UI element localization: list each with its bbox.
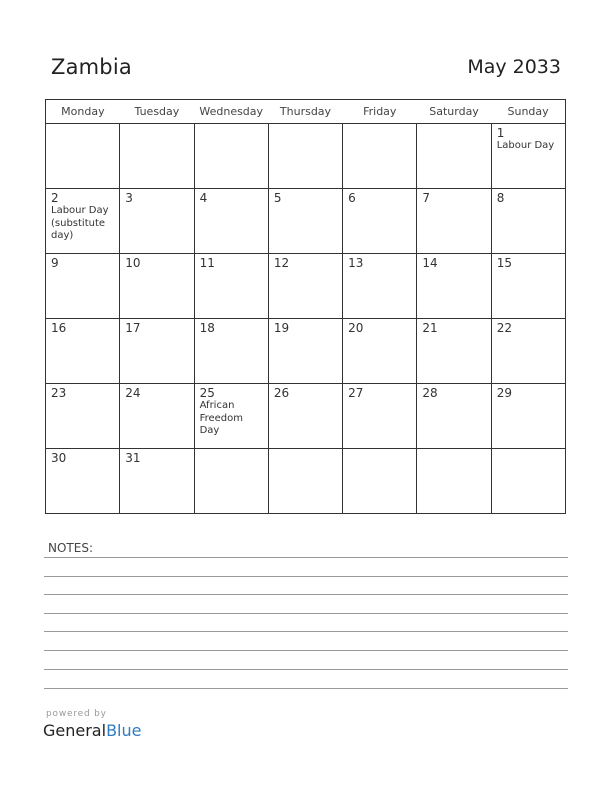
- day-cell: [268, 319, 342, 384]
- day-number: [343, 449, 416, 452]
- brand-blue: Blue: [106, 721, 142, 740]
- week-row: [46, 319, 566, 384]
- day-number: [492, 449, 565, 452]
- day-cell: [343, 124, 417, 189]
- day-number: 4: [199, 191, 208, 205]
- day-number: 11: [199, 256, 215, 270]
- day-cell: [417, 124, 491, 189]
- day-cell: [491, 189, 565, 254]
- day-number: 30: [51, 451, 67, 465]
- day-number: 23: [51, 386, 67, 400]
- day-number: [417, 124, 490, 127]
- weekday-thursday: Thursday: [268, 100, 342, 124]
- note-line: [44, 576, 568, 577]
- day-number: 2: [51, 191, 59, 205]
- day-cell: [491, 449, 565, 514]
- holiday-label: Labour Day: [496, 140, 555, 151]
- day-number: 28: [422, 386, 438, 400]
- day-cell: [194, 254, 268, 319]
- day-number: 16: [51, 321, 67, 335]
- day-number: [195, 124, 268, 127]
- day-number: 20: [348, 321, 364, 335]
- week-row: [46, 449, 566, 514]
- day-cell: [491, 319, 565, 384]
- day-number: [269, 124, 342, 127]
- day-cell: [194, 384, 268, 449]
- weekday-saturday: Saturday: [417, 100, 491, 124]
- day-cell: [194, 449, 268, 514]
- day-number: [269, 449, 342, 452]
- day-cell: [343, 254, 417, 319]
- day-number: 7: [422, 191, 431, 205]
- powered-by-text: powered by: [46, 709, 107, 719]
- day-cell: [491, 124, 565, 189]
- day-cell: [343, 319, 417, 384]
- day-cell: [491, 384, 565, 449]
- day-number: 18: [199, 321, 215, 335]
- weekday-sunday: Sunday: [491, 100, 565, 124]
- day-number: 10: [125, 256, 141, 270]
- day-cell: [491, 254, 565, 319]
- day-cell: [46, 384, 120, 449]
- weekday-wednesday: Wednesday: [194, 100, 268, 124]
- day-number: [46, 124, 119, 127]
- day-number: 1: [496, 126, 505, 140]
- day-cell: [46, 449, 120, 514]
- note-line: [44, 688, 568, 689]
- day-number: 9: [51, 256, 59, 270]
- note-line: [44, 650, 568, 651]
- day-cell: [343, 189, 417, 254]
- day-number: 21: [422, 321, 438, 335]
- day-cell: [268, 189, 342, 254]
- day-cell: [120, 449, 194, 514]
- day-number: 25: [199, 386, 215, 400]
- week-row: [46, 124, 566, 189]
- note-line: [44, 613, 568, 614]
- day-number: [343, 124, 416, 127]
- day-number: 3: [125, 191, 133, 205]
- day-number: [195, 449, 268, 452]
- month-year-title: May 2033: [467, 56, 561, 78]
- day-cell: [46, 319, 120, 384]
- note-line: [44, 557, 568, 558]
- day-cell: [46, 254, 120, 319]
- day-cell: [343, 384, 417, 449]
- day-number: 13: [348, 256, 364, 270]
- day-number: 17: [125, 321, 141, 335]
- day-cell: [268, 254, 342, 319]
- day-number: 24: [125, 386, 141, 400]
- weekday-friday: Friday: [343, 100, 417, 124]
- day-cell: [417, 254, 491, 319]
- weekday-header-row: [46, 100, 566, 124]
- note-line: [44, 631, 568, 632]
- calendar-grid: [45, 99, 566, 514]
- note-line: [44, 594, 568, 595]
- day-cell: [120, 189, 194, 254]
- week-row: [46, 384, 566, 449]
- week-row: [46, 254, 566, 319]
- holiday-label: Labour Day (substitute day): [51, 205, 109, 241]
- day-number: 12: [273, 256, 290, 270]
- day-number: 5: [273, 191, 282, 205]
- day-cell: [417, 449, 491, 514]
- day-cell: [268, 384, 342, 449]
- day-number: 6: [348, 191, 356, 205]
- week-row: [46, 189, 566, 254]
- day-number: [120, 124, 193, 127]
- day-cell: [268, 449, 342, 514]
- day-cell: [46, 124, 120, 189]
- day-cell: [268, 124, 342, 189]
- country-title: Zambia: [51, 55, 132, 79]
- brand-logo: [43, 721, 141, 740]
- day-cell: [194, 189, 268, 254]
- day-cell: [194, 124, 268, 189]
- day-number: 29: [496, 386, 512, 400]
- day-cell: [417, 384, 491, 449]
- day-number: 26: [273, 386, 290, 400]
- day-number: 31: [125, 451, 141, 465]
- day-cell: [120, 384, 194, 449]
- day-cell: [343, 449, 417, 514]
- weekday-monday: Monday: [46, 100, 120, 124]
- day-cell: [46, 189, 120, 254]
- day-number: [417, 449, 490, 452]
- note-line: [44, 669, 568, 670]
- day-number: 19: [273, 321, 290, 335]
- day-number: 27: [348, 386, 364, 400]
- brand-general: General: [43, 721, 107, 740]
- day-cell: [120, 254, 194, 319]
- day-number: 14: [422, 256, 438, 270]
- day-number: 8: [496, 191, 505, 205]
- day-cell: [417, 319, 491, 384]
- holiday-label: African Freedom Day: [199, 400, 243, 436]
- day-number: 22: [496, 321, 512, 335]
- notes-label: NOTES:: [48, 541, 93, 555]
- day-cell: [417, 189, 491, 254]
- day-cell: [194, 319, 268, 384]
- day-number: 15: [496, 256, 512, 270]
- day-cell: [120, 319, 194, 384]
- day-cell: [120, 124, 194, 189]
- weekday-tuesday: Tuesday: [120, 100, 194, 124]
